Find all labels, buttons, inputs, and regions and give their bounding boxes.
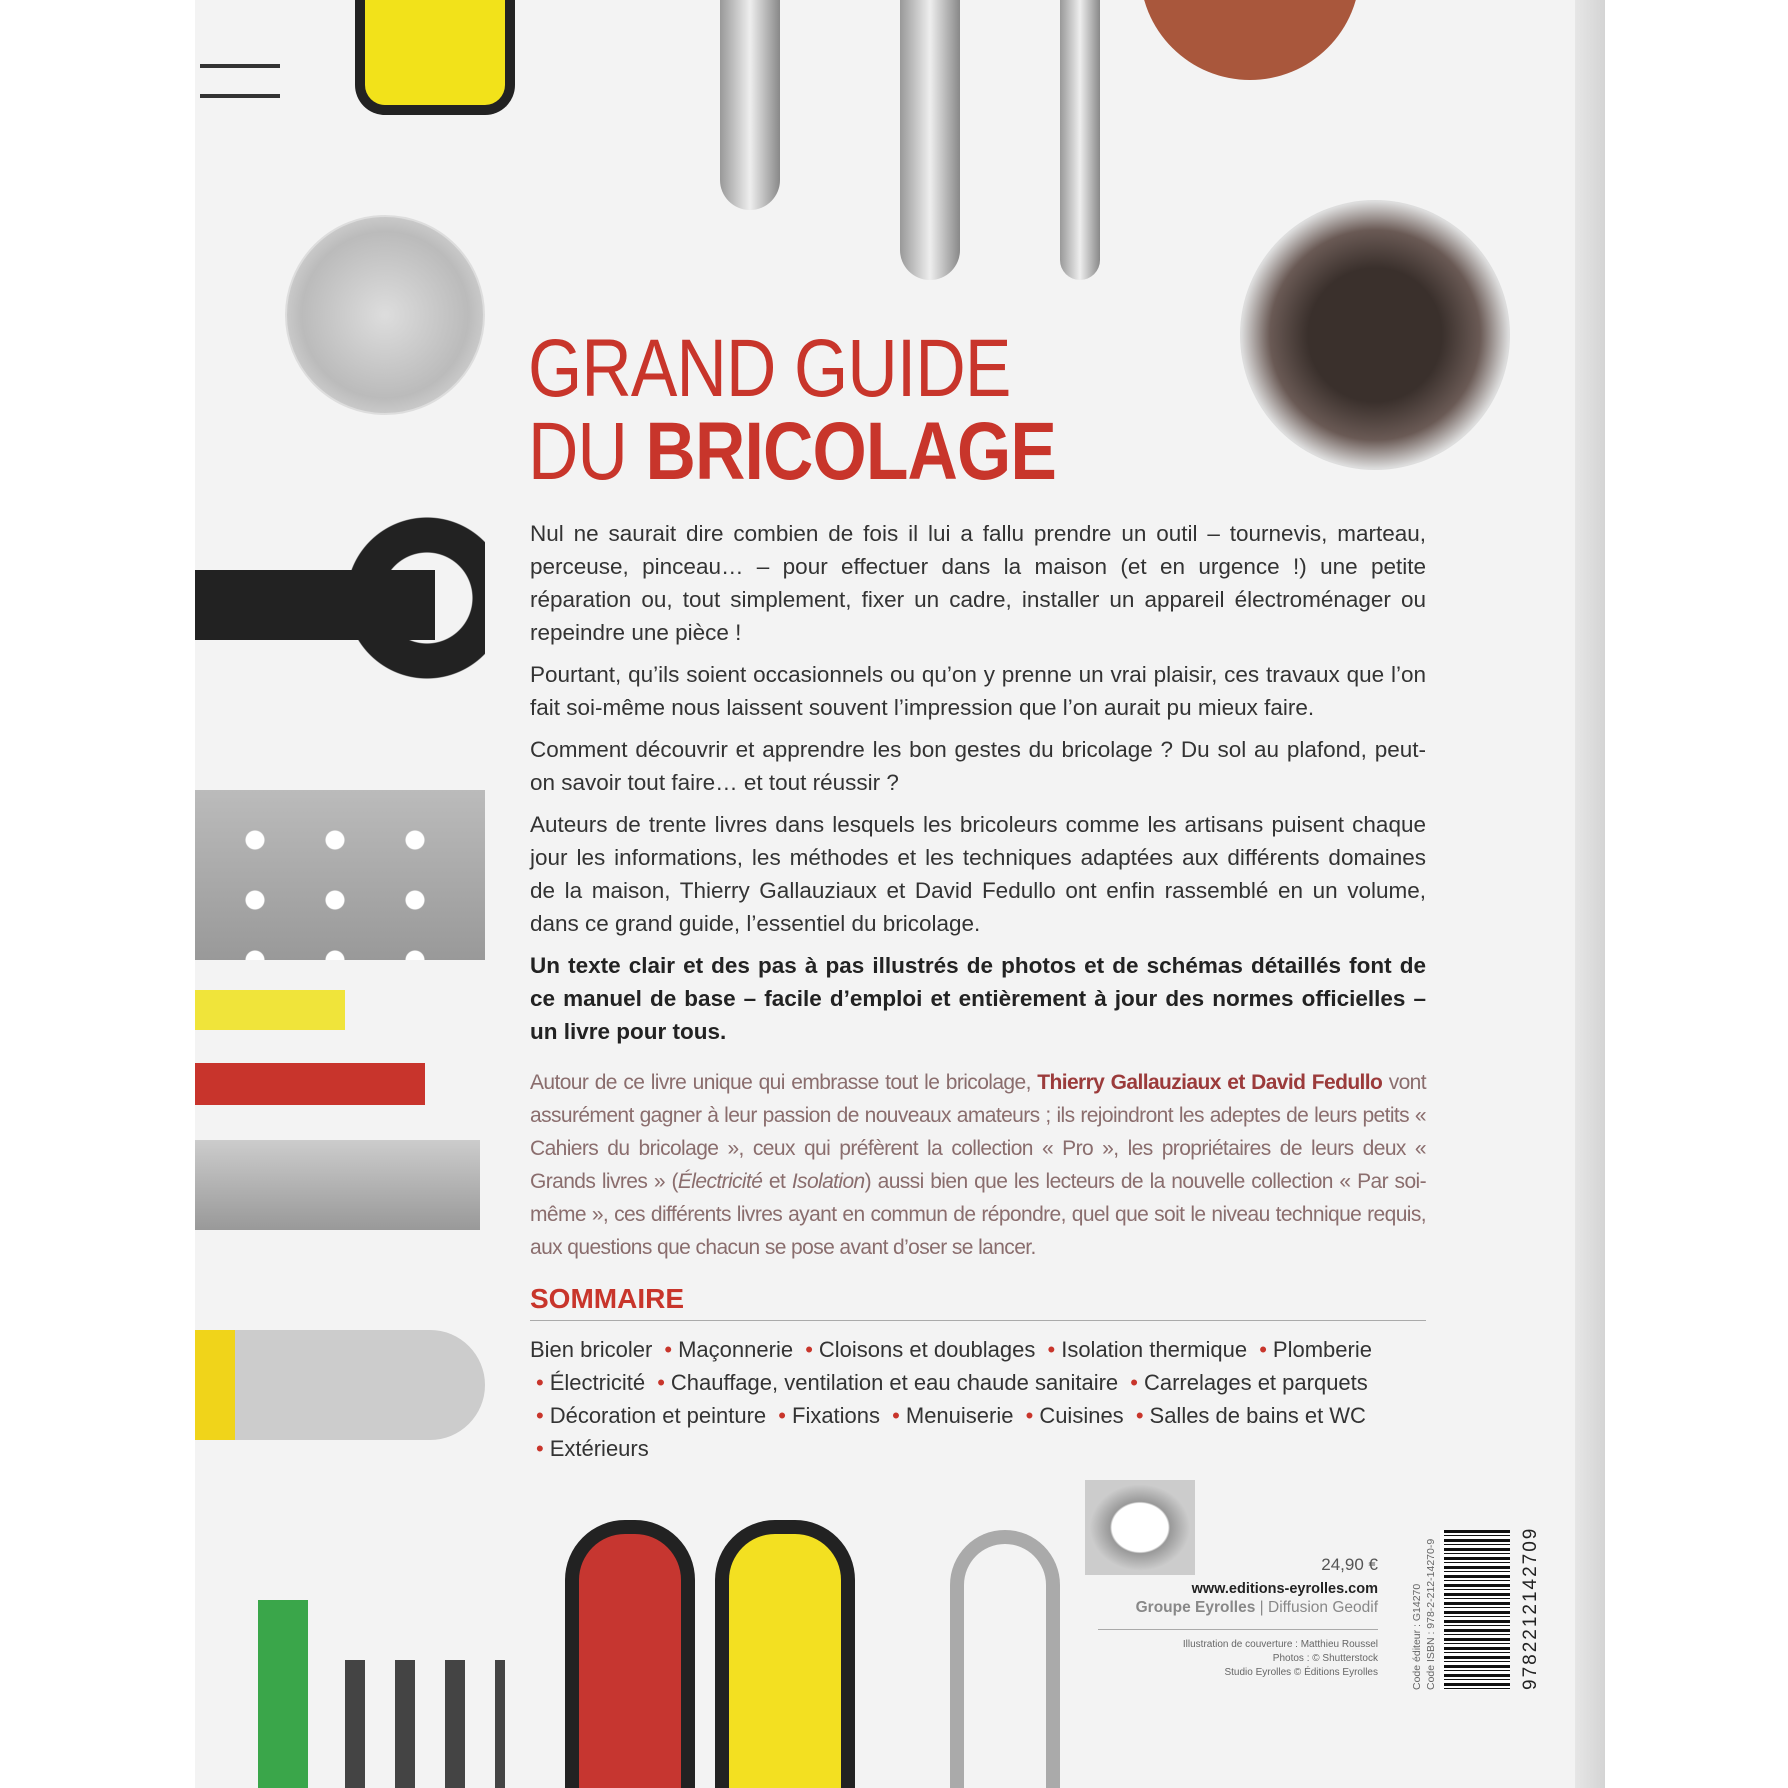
sommaire-item: Cloisons et doublages (818, 1337, 1036, 1362)
paragraph: Auteurs de trente livres dans lesquels les bricoleurs comme les artisans puisent chaque jour les informations, les méthodes et les techniques adaptées aux différents domaines de la maison, Thierry Gallauziaux et David Fedullo ont enfin rassemblé en un volume, dans ce grand guide, l’essentiel du bricolage. (530, 812, 1426, 936)
pincers-image (195, 510, 485, 730)
pliers-image (195, 1330, 485, 1440)
credit: Studio Eyrolles © Éditions Eyrolles (1224, 1667, 1378, 1678)
black-screws-dish-image (1240, 200, 1510, 470)
paragraph: Pourtant, qu’ils soient occasionnels ou qu’on y prenne un vrai plaisir, ces travaux que l’on fait soi-même nous laissent souvent l’impression que l’on aurait pu mieux faire. (530, 662, 1426, 720)
bullet: • (1130, 1370, 1138, 1395)
blurb-italic: Électricité (677, 1170, 763, 1193)
paragraph: Comment découvrir et apprendre les bon gestes du bricolage ? Du sol au plafond, peut-on savoir tout faire… et tout réussir ? (530, 737, 1426, 795)
publisher-group: Groupe Eyrolles | Diffusion Geodif (1135, 1599, 1378, 1616)
blurb-text: Autour de ce livre unique qui embrasse tout le bricolage, (530, 1071, 1038, 1094)
bullet: • (536, 1436, 544, 1461)
sommaire-item: Carrelages et parquets (1143, 1370, 1368, 1395)
bullet: • (657, 1370, 665, 1395)
sommaire-item: Isolation thermique (1061, 1337, 1248, 1362)
sommaire-item: Bien bricoler (530, 1337, 653, 1362)
sommaire-heading: SOMMAIRE (530, 1283, 684, 1314)
bullet: • (892, 1403, 900, 1428)
bullet: • (536, 1403, 544, 1428)
authors-blurb (530, 1066, 1426, 1264)
wrench-image-2 (900, 0, 960, 280)
barcode (1440, 1530, 1510, 1690)
screwdriver-image (565, 1520, 695, 1788)
red-pencil-image (195, 1063, 425, 1105)
blurb-text: et (762, 1170, 792, 1193)
description (530, 517, 1426, 1057)
title-line-1: GRAND GUIDE (528, 323, 1011, 414)
sommaire-list (530, 1333, 1426, 1465)
divider (1098, 1629, 1378, 1630)
screws-dish-image (285, 215, 485, 415)
metal-bracket-image (195, 1140, 480, 1230)
bullet: • (805, 1337, 813, 1362)
divider (530, 1320, 1426, 1321)
sommaire-item: Menuiserie (905, 1403, 1014, 1428)
tape-measure-image (355, 0, 515, 115)
bullet: • (1259, 1337, 1267, 1362)
green-pencil-image (258, 1600, 308, 1788)
hook-image (950, 1530, 1060, 1788)
sommaire-item: Salles de bains et WC (1149, 1403, 1366, 1428)
paragraph: Nul ne saurait dire combien de fois il lui a fallu prendre un outil – tournevis, marteau, perceuse, pinceau… – pour effectuer dans la maison (et en urgence !) une petite réparation ou, tout simplement, fixer un cadre, installer un appareil électroménager ou repeindre une pièce ! (530, 521, 1426, 645)
bullet: • (1025, 1403, 1034, 1428)
bold-paragraph: Un texte clair et des pas à pas illustrés de photos et de schémas détaillés font de ce manuel de base – facile d’emploi et entièrement à jour des normes officielles – un livre pour tous. (530, 953, 1426, 1044)
codes (1410, 1539, 1438, 1690)
sommaire-item: Plomberie (1272, 1337, 1372, 1362)
wrench-image (720, 0, 780, 210)
screwdriver-image-2 (715, 1520, 855, 1788)
blurb-italic: Isolation (791, 1170, 865, 1193)
publisher-info (1098, 1555, 1378, 1680)
group-name: Groupe Eyrolles (1135, 1599, 1256, 1616)
bullet: • (664, 1337, 673, 1362)
bullet: • (778, 1403, 786, 1428)
barcode-number: 9782212142709 (1520, 1526, 1541, 1690)
code-editeur: Code éditeur : G14270 (1411, 1583, 1423, 1690)
bullet: • (1047, 1337, 1056, 1362)
sommaire-item: Maçonnerie (678, 1337, 794, 1362)
title-prefix: DU (528, 406, 646, 497)
title-line-2 (528, 405, 1056, 499)
bullet: • (1135, 1403, 1144, 1428)
sommaire-item: Cuisines (1039, 1403, 1124, 1428)
sommaire-item: Extérieurs (549, 1436, 649, 1461)
cover-edge (1575, 0, 1605, 1788)
credit: Photos : © Shutterstock (1272, 1653, 1378, 1664)
sommaire-item: Décoration et peinture (549, 1403, 767, 1428)
sommaire-item: Chauffage, ventilation et eau chaude sanitaire (670, 1370, 1119, 1395)
code-isbn: Code ISBN : 978-2-212-14270-9 (1425, 1538, 1437, 1690)
title-bold: BRICOLAGE (645, 406, 1057, 497)
authors: Thierry Gallauziaux et David Fedullo (1037, 1071, 1383, 1094)
yellow-pencil-image (195, 990, 345, 1030)
bullet: • (536, 1370, 544, 1395)
metal-plate-image (195, 790, 485, 960)
sommaire-item: Fixations (792, 1403, 881, 1428)
diffusion: Diffusion Geodif (1268, 1599, 1378, 1616)
wrench-image-3 (1060, 0, 1100, 280)
blurb-text: ) aussi bien que les lecteurs de la nouvelle collection « Par soi-même », ces différents livres ayant en commun de répondre, quel que soit le niveau technique requis, aux questions que chacun se pose avant d’oser se lancer. (530, 1170, 1426, 1259)
sommaire-item: Électricité (549, 1370, 646, 1395)
drill-bits-image (345, 1660, 505, 1788)
website-link[interactable]: www.editions-eyrolles.com (1191, 1581, 1378, 1597)
price: 24,90 € (1321, 1555, 1378, 1574)
credit: Illustration de couverture : Matthieu Roussel (1182, 1639, 1378, 1650)
screws-image (200, 50, 280, 120)
blurb-text: vont assurément gagner à leur passion de nouveaux amateurs ; ils rejoindront les adeptes de leurs petits « Cahiers du bricolage », ceux qui préfèrent la collection « Pro », les propriétaires de leurs deux « Grands livres » ( (530, 1071, 1426, 1193)
